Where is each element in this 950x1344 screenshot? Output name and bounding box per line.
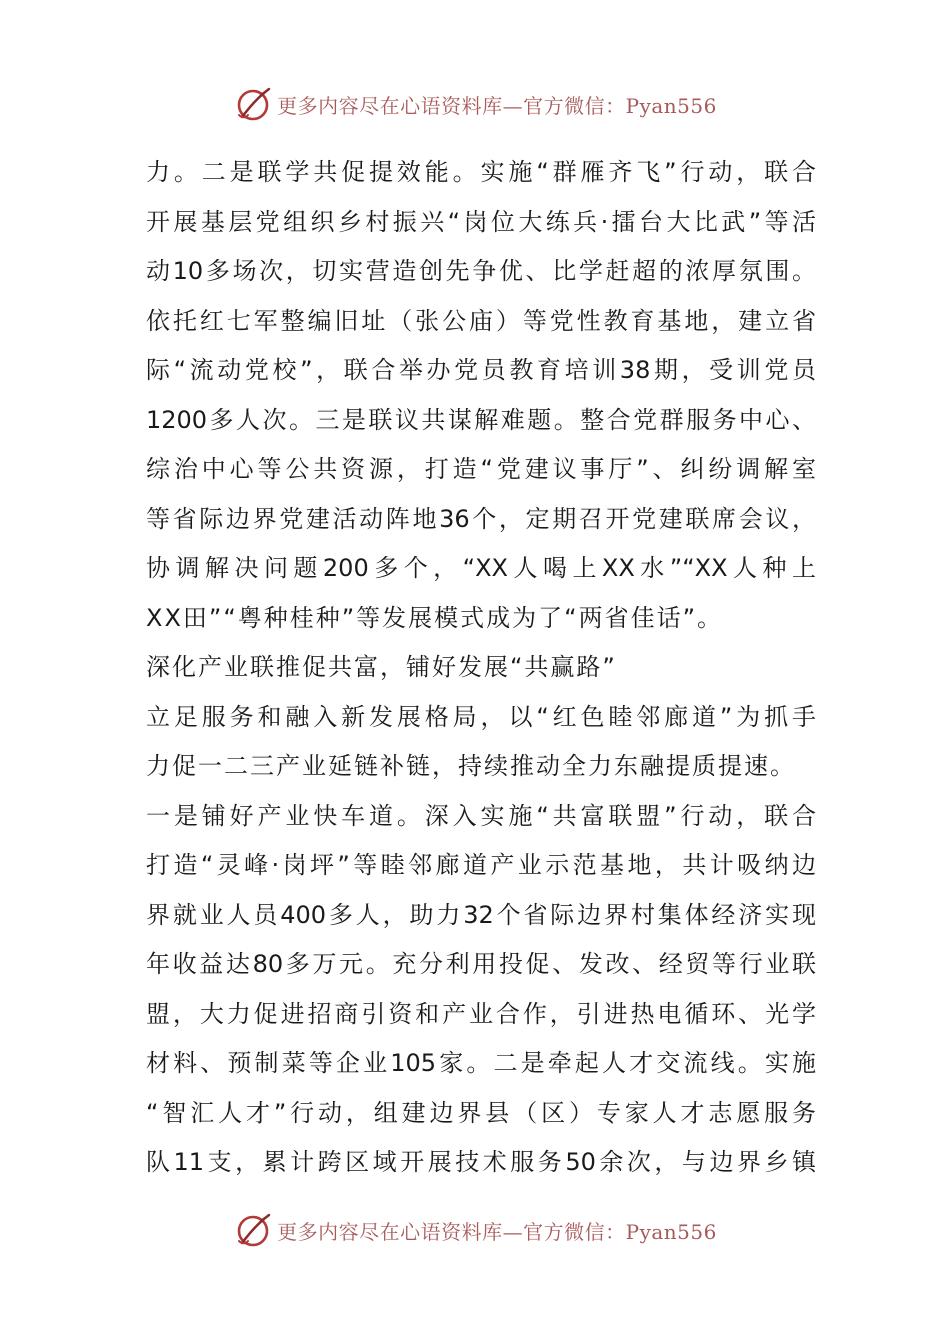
text-line: XX田”“粤种桂种”等发展模式成为了“两省佳话”。 [146,603,724,632]
quill-pen-logo-icon [233,84,273,124]
text-line: 开展基层党组织乡村振兴“岗位大练兵·擂台大比武”等活 [146,207,816,236]
text-line: 打造“灵峰·岗坪”等睦邻廊道产业示范基地，共计吸纳边 [146,851,816,879]
text-line: “智汇人才”行动，组建边界县（区）专家人才志愿服务 [146,1098,816,1127]
text-line: 协调解决问题200多个，“XX人喝上XX水”“XX人种上 [146,554,816,582]
text-line: 队11支，累计跨区域开展技术服务50余次，与边界乡镇 [146,1148,816,1176]
footer-watermark-banner [0,1208,950,1252]
watermark-text: 更多内容尽在心语资料库—官方微信：Pyan556 [277,93,717,118]
text-line: 材料、预制菜等企业105家。二是牵起人才交流线。实施 [146,1049,816,1077]
section-heading: 深化产业联推促共富，铺好发展“共赢路” [146,653,617,681]
header-watermark-banner [0,82,950,126]
text-line: 一是铺好产业快车道。深入实施“共富联盟”行动，联合 [146,801,816,830]
quill-pen-logo-icon [233,1210,273,1250]
text-line: 依托红七军整编旧址（张公庙）等党性教育基地，建立省 [146,306,816,335]
text-line: 力促一二三产业延链补链，持续推动全力东融提质提速。 [146,752,796,780]
text-line: 1200多人次。三是联议共谋解难题。整合党群服务中心、 [146,405,816,434]
text-line: 际“流动党校”，联合举办党员教育培训38期，受训党员 [146,356,816,384]
text-line: 综治中心等公共资源，打造“党建议事厅”、纠纷调解室 [146,455,816,483]
text-line: 盟，大力促进招商引资和产业合作，引进热电循环、光学 [146,999,816,1028]
text-line: 力。二是联学共促提效能。实施“群雁齐飞”行动，联合 [146,158,816,186]
document-body [146,148,816,1188]
text-line: 年收益达80多万元。充分利用投促、发改、经贸等行业联 [146,950,816,978]
watermark-text: 更多内容尽在心语资料库—官方微信：Pyan556 [277,1219,717,1244]
text-line: 动10多场次，切实营造创先争优、比学赶超的浓厚氛围。 [146,257,816,285]
text-line: 立足服务和融入新发展格局，以“红色睦邻廊道”为抓手 [146,702,816,731]
text-line: 等省际边界党建活动阵地36个，定期召开党建联席会议， [146,504,816,533]
text-line: 界就业人员400多人，助力32个省际边界村集体经济实现 [146,900,816,929]
